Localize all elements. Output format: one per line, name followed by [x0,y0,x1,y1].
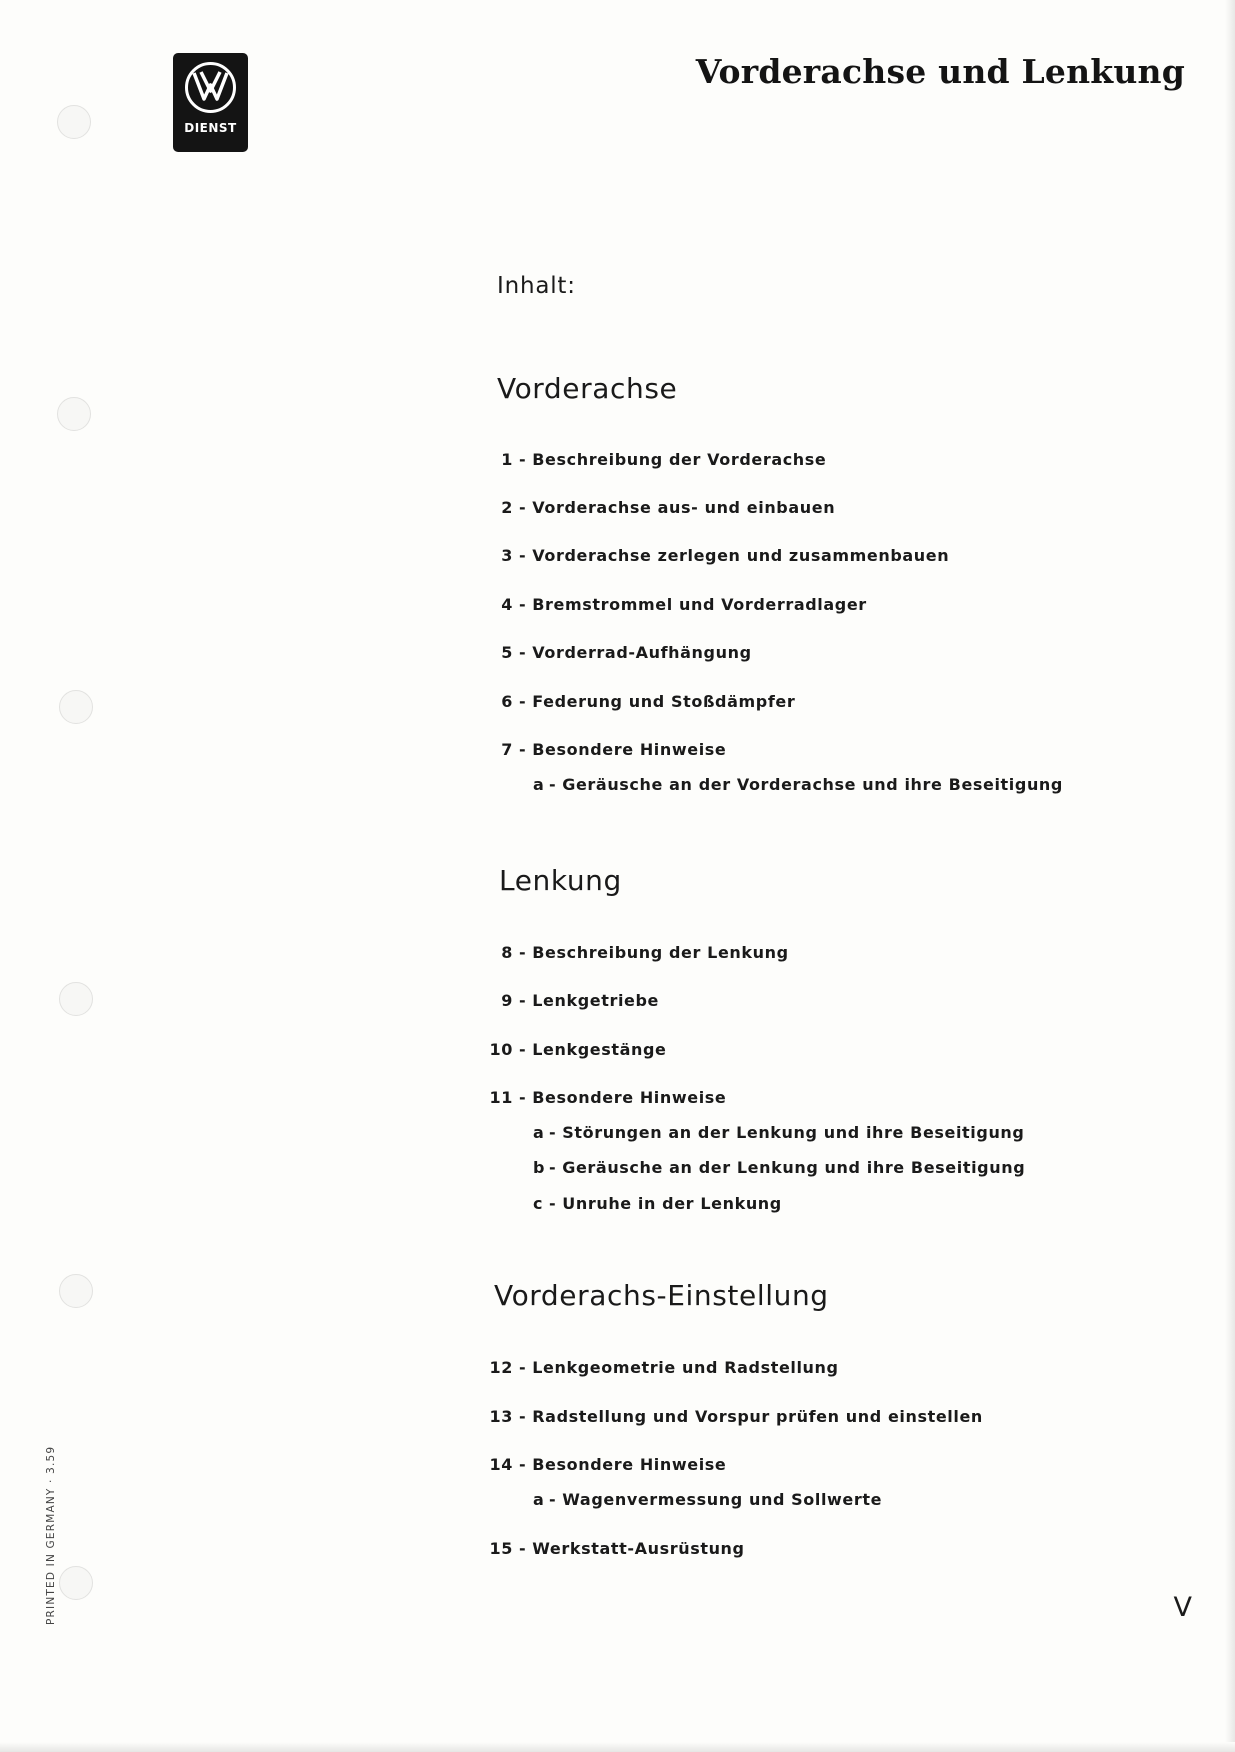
toc-entry: 10 - Lenkgestänge [480,1040,667,1059]
toc-entry: 4 - Bremstrommel und Vorderradlager [497,595,867,614]
punch-hole [57,105,91,139]
punch-hole [59,690,93,724]
punch-hole [59,1274,93,1308]
toc-entry-text: Lenkgetriebe [532,991,660,1010]
toc-entry-number: 8 [501,943,513,962]
toc-entry-number: 9 [501,991,513,1010]
toc-entry-letter: a [533,1490,545,1509]
section-heading-vorderachs-einstellung: Vorderachs-Einstellung [494,1279,829,1312]
toc-entry: 9 - Lenkgetriebe [497,991,659,1010]
toc-entry-letter: b [533,1158,546,1177]
toc-entry-text: Vorderrad-Aufhängung [532,643,752,662]
toc-entry-number: 5 [501,643,513,662]
toc-entry-number: 13 [489,1407,513,1426]
section-heading-lenkung: Lenkung [499,864,622,897]
toc-entry-text: Störungen an der Lenkung und ihre Beseitigung [562,1123,1025,1142]
toc-subentry: a - Geräusche an der Vorderachse und ihre Beseitigung [533,775,1063,794]
toc-entry-number: 4 [501,595,513,614]
punch-hole [57,397,91,431]
toc-entry-number: 2 [501,498,513,517]
toc-entry-text: Vorderachse aus- und einbauen [532,498,836,517]
toc-entry-text: Geräusche an der Lenkung und ihre Beseitigung [562,1158,1026,1177]
toc-entry-letter: a [533,775,545,794]
toc-entry-number: 11 [489,1088,513,1107]
toc-entry: 11 - Besondere Hinweise [480,1088,726,1107]
toc-entry: 6 - Federung und Stoßdämpfer [497,692,795,711]
toc-entry-text: Besondere Hinweise [532,1088,727,1107]
toc-entry-number: 6 [501,692,513,711]
toc-entry: 8 - Beschreibung der Lenkung [497,943,789,962]
toc-subentry: c - Unruhe in der Lenkung [533,1194,782,1213]
toc-entry-text: Besondere Hinweise [532,740,727,759]
toc-entry: 1 - Beschreibung der Vorderachse [497,450,826,469]
toc-entry-number: 14 [489,1455,513,1474]
punch-hole [59,1566,93,1600]
toc-entry-text: Unruhe in der Lenkung [562,1194,782,1213]
toc-entry: 7 - Besondere Hinweise [497,740,726,759]
page-number: V [1173,1592,1192,1623]
toc-entry-text: Radstellung und Vorspur prüfen und einstellen [532,1407,983,1426]
toc-entry-text: Lenkgeometrie und Radstellung [532,1358,839,1377]
toc-entry: 2 - Vorderachse aus- und einbauen [497,498,835,517]
contents-label: Inhalt: [497,273,576,299]
toc-entry: 5 - Vorderrad-Aufhängung [497,643,752,662]
toc-entry-text: Beschreibung der Vorderachse [532,450,827,469]
toc-entry-text: Bremstrommel und Vorderradlager [532,595,867,614]
toc-entry-text: Federung und Stoßdämpfer [532,692,796,711]
toc-entry: 14 - Besondere Hinweise [480,1455,726,1474]
toc-entry-number: 15 [489,1539,513,1558]
toc-subentry: a - Wagenvermessung und Sollwerte [533,1490,883,1509]
toc-entry-number: 3 [501,546,513,565]
section-heading-vorderachse: Vorderachse [497,372,678,405]
toc-subentry: a - Störungen an der Lenkung und ihre Beseitigung [533,1123,1025,1142]
toc-subentry: b - Geräusche an der Lenkung und ihre Beseitigung [533,1158,1026,1177]
toc-entry-text: Beschreibung der Lenkung [532,943,789,962]
toc-entry: 15 - Werkstatt-Ausrüstung [480,1539,745,1558]
document-title: Vorderachse und Lenkung [695,52,1185,91]
toc-entry-text: Werkstatt-Ausrüstung [532,1539,745,1558]
toc-entry-text: Lenkgestänge [532,1040,667,1059]
toc-entry-text: Wagenvermessung und Sollwerte [562,1490,883,1509]
toc-entry-number: 1 [501,450,513,469]
toc-entry-text: Vorderachse zerlegen und zusammenbauen [532,546,950,565]
vw-dienst-logo [173,53,248,152]
toc-entry: 12 - Lenkgeometrie und Radstellung [480,1358,839,1377]
toc-entry-number: 12 [489,1358,513,1377]
printed-in-germany-note: PRINTED IN GERMANY · 3.59 [45,1445,57,1625]
toc-entry-text: Besondere Hinweise [532,1455,727,1474]
toc-entry: 3 - Vorderachse zerlegen und zusammenbauen [497,546,949,565]
vw-emblem-icon [184,61,237,114]
toc-entry: 13 - Radstellung und Vorspur prüfen und einstellen [480,1407,983,1426]
page-edge-bottom [0,1742,1235,1752]
punch-hole [59,982,93,1016]
toc-entry-letter: c [533,1194,544,1213]
toc-entry-number: 7 [501,740,513,759]
toc-entry-letter: a [533,1123,545,1142]
page-edge-right [1225,0,1235,1752]
toc-entry-text: Geräusche an der Vorderachse und ihre Beseitigung [562,775,1063,794]
toc-entry-number: 10 [489,1040,513,1059]
logo-text: DIENST [184,121,237,135]
